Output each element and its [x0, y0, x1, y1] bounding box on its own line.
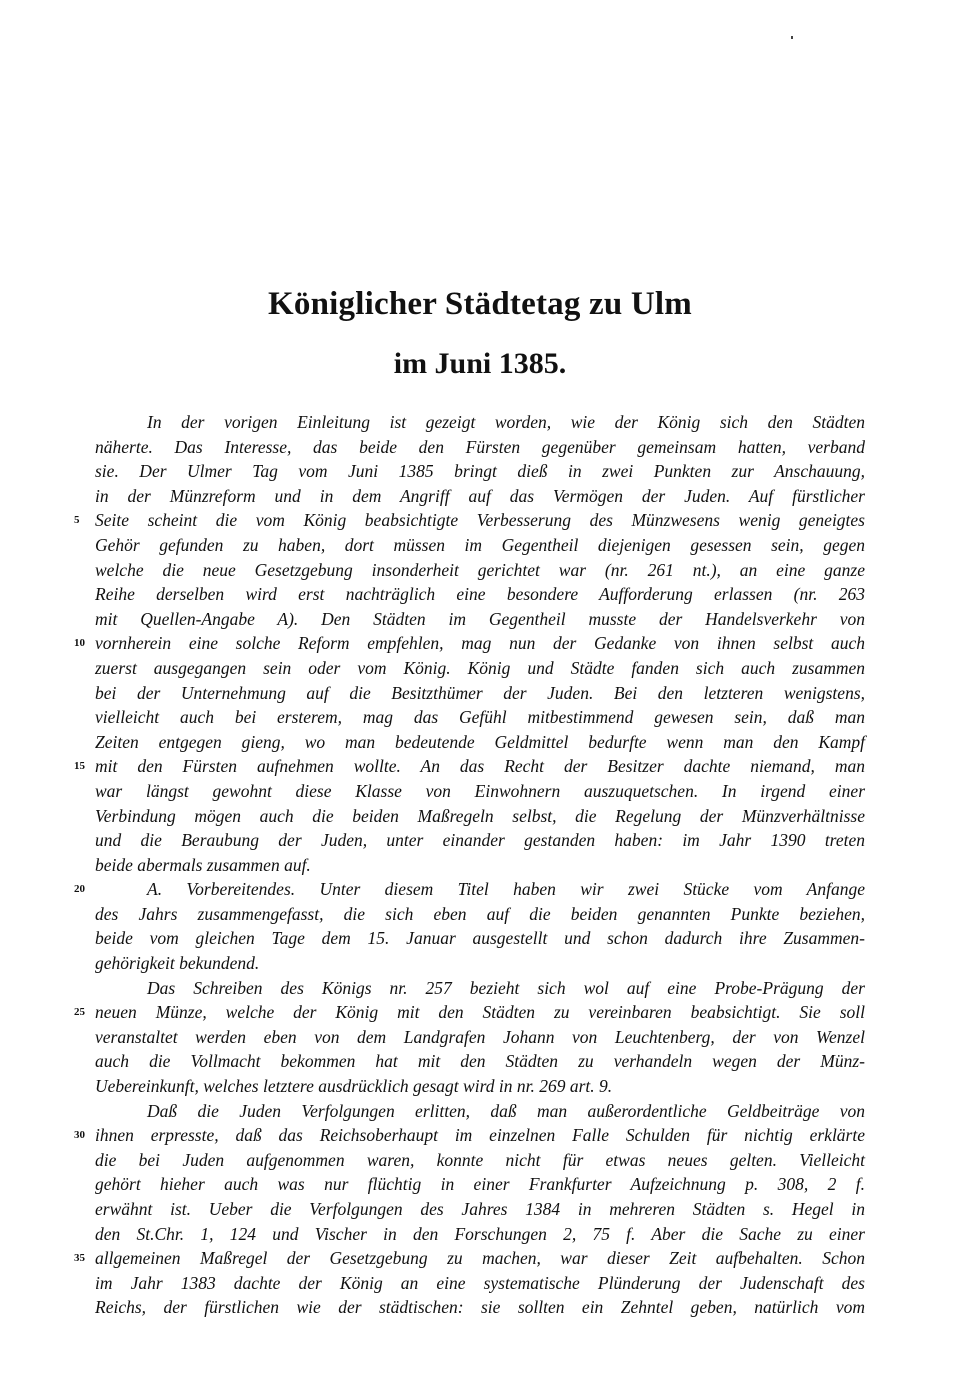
line-text: die bei Juden aufgenommen waren, konnte nicht für etwas neues gelten. Vielleicht: [95, 1149, 865, 1170]
text-line: [95, 1049, 865, 1074]
scan-speck: [791, 36, 793, 39]
line-text: vornherein eine solche Reform empfehlen, mag nun der Gedanke von ihnen selbst auch: [95, 633, 865, 654]
line-text: welche die neue Gesetzgebung insonderheit gerichtet war (nr. 261 nt.), an eine ganze: [95, 559, 865, 580]
text-line: [95, 926, 865, 951]
text-line: [95, 582, 865, 607]
line-text: im Jahr 1383 dachte der König an eine systematische Plünderung der Judenschaft des: [95, 1272, 865, 1293]
line-text: A. Vorbereitendes. Unter diesem Titel haben wir zwei Stücke vom Anfange: [147, 879, 865, 900]
line-text: und die Beraubung der Juden, unter einander gestanden haben: im Jahr 1390 treten: [95, 830, 865, 851]
text-line: [95, 853, 865, 878]
line-text: Seite scheint die vom König beabsichtigte Verbesserung des Münzwesens wenig geneigtes: [95, 510, 865, 531]
text-line: [95, 730, 865, 755]
body-text: [74, 410, 865, 1320]
line-text: Uebereinkunft, welches letztere ausdrücklich gesagt wird in nr. 269 art. 9.: [95, 1076, 613, 1097]
line-text: gehörigkeit bekundend.: [95, 953, 260, 974]
line-text: neuen Münze, welche der König mit den Städten zu vereinbaren beabsichtigt. Sie soll: [95, 1002, 865, 1023]
text-line: [95, 607, 865, 632]
text-line: [95, 533, 865, 558]
line-number: 15: [74, 760, 85, 773]
line-text: veranstaltet werden eben von dem Landgrafen Johann von Leuchtenberg, der von Wenzel: [95, 1026, 865, 1047]
text-line: [95, 558, 865, 583]
line-number: 5: [74, 514, 80, 527]
line-text: des Jahrs zusammengefasst, die sich eben auf die beiden genannten Punkte beziehen,: [95, 903, 865, 924]
line-text: Verbindung mögen auch die beiden Maßregeln selbst, die Regelung der Münzverhältnisse: [95, 805, 865, 826]
text-line: [74, 754, 865, 779]
page-subtitle: im Juni 1385.: [393, 347, 567, 380]
line-text: Zeiten entgegen gieng, wo man bedeutende Geldmittel bedurfte wenn man den Kampf: [95, 731, 865, 752]
line-text: bei der Unternehmung auf die Besitzthümer der Juden. Bei den letzteren wenigstens,: [95, 682, 865, 703]
line-text: Reihe derselben wird erst nachträglich eine besondere Aufforderung erlassen (nr. 263: [95, 584, 865, 605]
line-text: Das Schreiben des Königs nr. 257 bezieht sich wol auf eine Probe-Prägung der: [147, 977, 865, 998]
text-line: [95, 484, 865, 509]
text-line: [95, 1074, 865, 1099]
text-line: [95, 1295, 865, 1320]
text-line: [95, 1025, 865, 1050]
text-line: [95, 681, 865, 706]
line-text: beide vom gleichen Tage dem 15. Januar ausgestellt und schon dadurch ihre Zusammen-: [95, 928, 865, 949]
text-line: [95, 410, 865, 435]
line-text: beide abermals zusammen auf.: [95, 854, 311, 875]
line-number: 20: [74, 883, 85, 896]
line-number: 35: [74, 1252, 85, 1265]
line-text: Reichs, der fürstlichen wie der städtischen: sie sollten ein Zehntel geben, natürlich vom: [95, 1297, 865, 1318]
text-line: [95, 779, 865, 804]
text-line: [95, 1099, 865, 1124]
line-text: allgemeinen Maßregel der Gesetzgebung zu machen, war dieser Zeit aufbehalten. Schon: [95, 1248, 865, 1269]
line-text: In der vorigen Einleitung ist gezeigt worden, wie der König sich den Städten: [147, 412, 865, 432]
line-text: erwähnt ist. Ueber die Verfolgungen des Jahres 1384 in mehreren Städten s. Hegel in: [95, 1199, 865, 1219]
line-text: auch die Vollmacht bekommen hat mit den Städten zu verhandeln wegen der Münz-: [95, 1051, 865, 1072]
text-line: [74, 631, 865, 656]
text-line: [95, 951, 865, 976]
text-line: [95, 804, 865, 829]
line-number: 30: [74, 1129, 85, 1142]
line-text: vielleicht auch bei ersterem, mag das Gefühl mitbestimmend gewesen sein, daß man: [95, 707, 865, 728]
line-text: Gehör gefunden zu haben, dort müssen im Gegentheil diejenigen gesessen sein, gegen: [95, 534, 865, 555]
text-line: [95, 1172, 865, 1197]
line-text: mit den Fürsten aufnehmen wollte. An das Recht der Besitzer dachte niemand, man: [95, 756, 865, 777]
line-number: 10: [74, 637, 85, 650]
text-line: [95, 705, 865, 730]
text-line: [95, 828, 865, 853]
line-text: den St.Chr. 1, 124 und Vischer in den Forschungen 2, 75 f. Aber die Sache zu einer: [95, 1223, 865, 1244]
line-text: Daß die Juden Verfolgungen erlitten, daß man außerordentliche Geldbeiträge von: [147, 1100, 865, 1121]
line-number: 25: [74, 1006, 85, 1019]
text-line: [74, 877, 865, 902]
line-text: mit Quellen-Angabe A). Den Städten im Gegentheil musste der Handelsverkehr von: [95, 608, 865, 629]
line-text: in der Münzreform und in dem Angriff auf das Vermögen der Juden. Auf fürstlicher: [95, 485, 865, 506]
text-line: [95, 1197, 865, 1222]
text-line: [95, 902, 865, 927]
text-line: [95, 1148, 865, 1173]
text-line: [74, 1246, 865, 1271]
text-line: [95, 435, 865, 460]
line-text: näherte. Das Interesse, das beide den Fürsten gegenüber gemeinsam hatten, verband: [95, 436, 865, 457]
text-line: [95, 459, 865, 484]
text-line: [74, 1000, 865, 1025]
line-text: sie. Der Ulmer Tag vom Juni 1385 bringt dieß in zwei Punkten zur Anschauung,: [95, 461, 865, 482]
line-text: gehört hieher auch was nur flüchtig in einer Frankfurter Aufzeichnung p. 308, 2 f.: [95, 1174, 865, 1195]
text-line: [95, 656, 865, 681]
text-line: [74, 1123, 865, 1148]
text-line: [95, 1222, 865, 1247]
line-text: ihnen erpresste, daß das Reichsoberhaupt im einzelnen Falle Schulden für nichtig erklärte: [95, 1125, 865, 1146]
text-line: [74, 508, 865, 533]
page-title: Königlicher Städtetag zu Ulm: [268, 286, 692, 322]
line-text: war längst gewohnt diese Klasse von Einwohnern auszuquetschen. In irgend einer: [95, 780, 865, 801]
text-line: [95, 1271, 865, 1296]
text-line: [95, 976, 865, 1001]
line-text: zuerst ausgegangen sein oder vom König. König und Städte fanden sich auch zusammen: [95, 657, 865, 678]
